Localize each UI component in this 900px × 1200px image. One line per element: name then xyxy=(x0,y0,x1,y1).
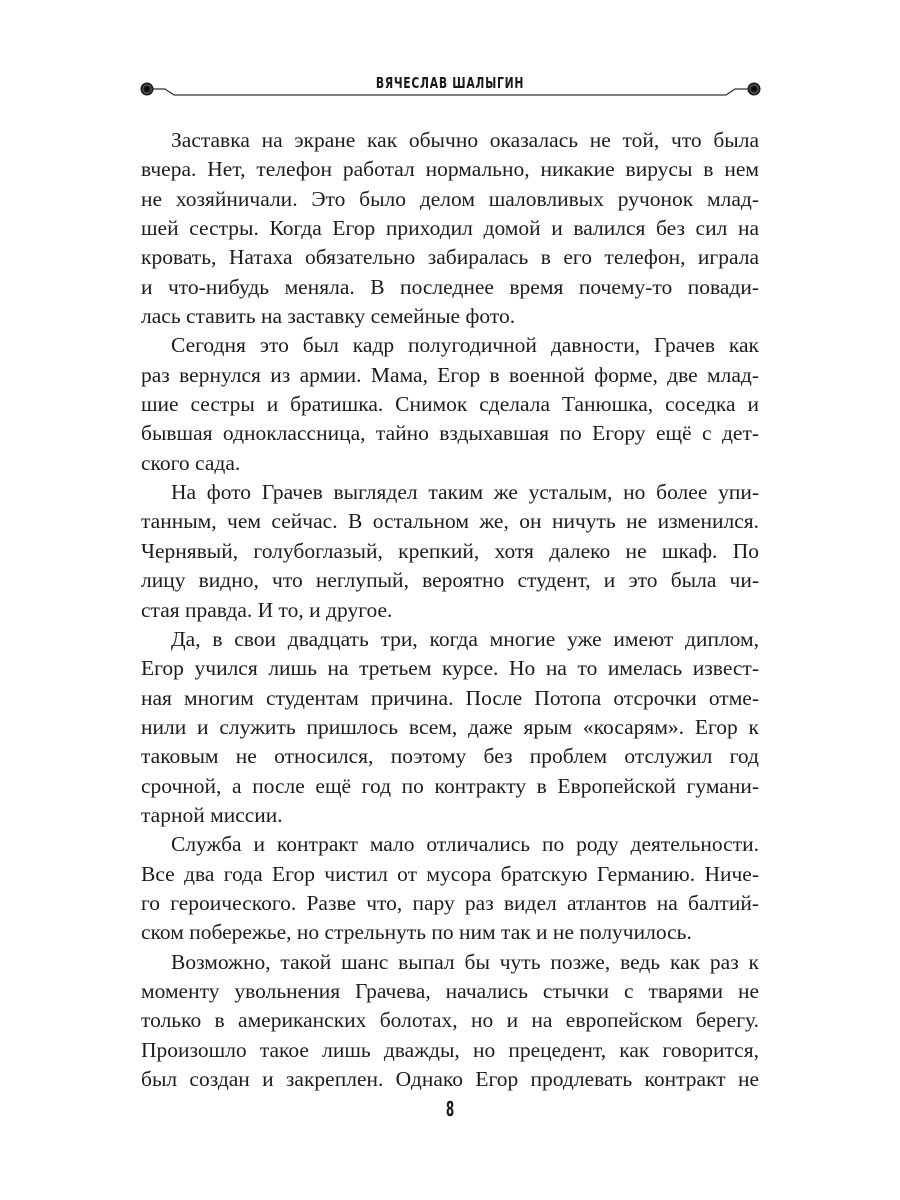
text-line: Сегодня это был кадр полугодичной давности, Грачев как xyxy=(171,333,759,358)
text-line: стая правда. И то, и другое. xyxy=(141,597,393,622)
text-line: Возможно, такой шанс выпал бы чуть позже, ведь как раз к xyxy=(171,949,759,974)
text-line: срочной, а после ещё год по контракту в Европейской гумани- xyxy=(141,773,759,798)
text-line: кровать, Натаха обязательно забиралась в его телефон, играла xyxy=(141,245,759,270)
text-line: Служба и контракт мало отличались по роду деятельности. xyxy=(171,832,759,857)
text-line: бывшая одноклассница, тайно вздыхавшая по Егору ещё с дет- xyxy=(141,421,759,446)
text-line: Егор учился лишь на третьем курсе. Но на то имелась извест- xyxy=(141,656,759,681)
text-line: и что-нибудь меняла. В последнее время почему-то повади- xyxy=(141,274,759,299)
text-line: только в американских болотах, но и на европейском берегу. xyxy=(141,1008,759,1033)
text-line: не хозяйничали. Это было делом шаловливых ручонок млад- xyxy=(141,186,759,211)
text-line: лась ставить на заставку семейные фото. xyxy=(141,304,516,329)
text-line: моменту увольнения Грачева, начались стычки с тварями не xyxy=(141,978,759,1003)
body-text xyxy=(141,126,759,1094)
text-line: вчера. Нет, телефон работал нормально, никакие вирусы в нем xyxy=(141,157,759,182)
text-line: лицу видно, что неглупый, вероятно студент, и это была чи- xyxy=(141,568,759,593)
page-number: 8 xyxy=(445,1097,455,1121)
header-rule xyxy=(0,0,900,120)
text-line: го героического. Разве что, пару раз видел атлантов на балтий- xyxy=(141,890,759,915)
text-line: На фото Грачев выглядел таким же усталым, но более упи- xyxy=(171,480,759,505)
text-line: таковым не относился, поэтому без проблем отслужил год xyxy=(141,744,759,769)
text-line: Да, в свои двадцать три, когда многие уже имеют диплом, xyxy=(171,626,759,651)
text-line: ная многим студентам причина. После Потопа отсрочки отме- xyxy=(141,685,759,710)
text-line: ском побережье, но стрельнуть по ним так и не получилось. xyxy=(141,920,692,945)
text-line: раз вернулся из армии. Мама, Егор в военной форме, две млад- xyxy=(141,362,759,387)
running-head-author: ВЯЧЕСЛАВ ШАЛЫГИН xyxy=(375,74,525,92)
text-line: Все два года Егор чистил от мусора братскую Германию. Ниче- xyxy=(141,861,759,886)
text-line: тарной миссии. xyxy=(141,802,283,827)
text-line: ского сада. xyxy=(141,450,241,475)
text-line: Чернявый, голубоглазый, крепкий, хотя далеко не шкаф. По xyxy=(141,538,759,563)
text-line: шие сестры и братишка. Снимок сделала Танюшка, соседка и xyxy=(141,392,759,417)
text-line: был создан и закреплен. Однако Егор продлевать контракт не xyxy=(141,1067,759,1091)
text-line: шей сестры. Когда Егор приходил домой и валился без сил на xyxy=(141,216,759,241)
text-line: нили и служить пришлось всем, даже ярым «косарям». Егор к xyxy=(141,714,759,739)
text-line: Заставка на экране как обычно оказалась не той, что была xyxy=(171,128,759,152)
text-line: Произошло такое лишь дважды, но прецедент, как говорится, xyxy=(141,1037,759,1062)
page-header xyxy=(0,0,900,120)
text-line: танным, чем сейчас. В остальном же, он ничуть не изменился. xyxy=(141,509,759,534)
